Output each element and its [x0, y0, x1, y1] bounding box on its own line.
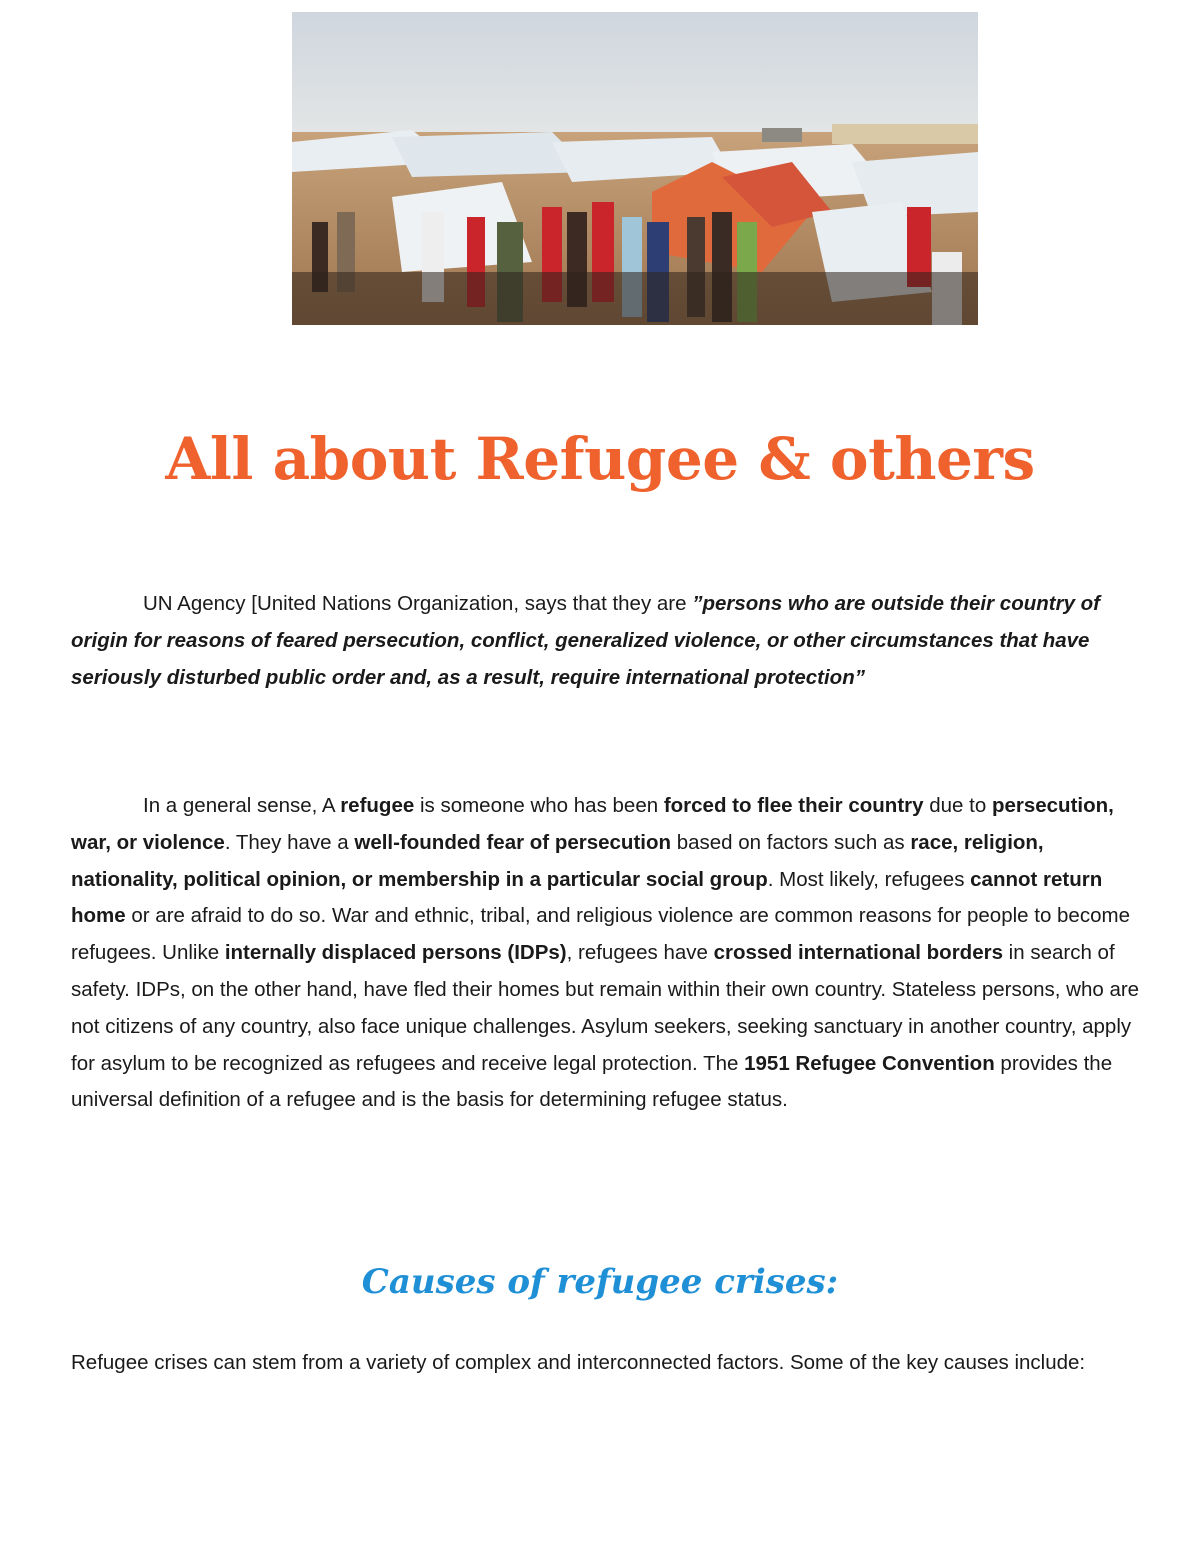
text-run: provides the universal definition of a refugee and is the basis for determining refugee status.	[71, 1051, 1113, 1112]
text-run: in search of safety. IDPs, on the other hand, have fled their homes but remain within their own country. Stateless persons, who are not citizens of any country, also face unique challenges. Asylum seekers, seeking sanctuary in another country, apply for asylum to be recognized as refugees and receive legal protection. The	[71, 941, 1140, 1075]
bold-term: cannot return home	[71, 867, 1103, 928]
refugee-camp-image	[292, 12, 978, 325]
bold-term: well-founded fear of persecution	[354, 830, 672, 854]
bold-term: internally displaced persons (IDPs)	[224, 941, 567, 965]
header-photo	[292, 12, 978, 325]
causes-intro-paragraph: Refugee crises can stem from a variety of complex and interconnected factors. Some of the key causes include:	[71, 1351, 1086, 1374]
bold-term: race, religion, nationality, political opinion, or membership in a particular social group	[71, 830, 1044, 891]
text-run: based on factors such as	[671, 830, 911, 854]
general-sense-paragraph	[71, 788, 1141, 1119]
text-run: . They have a	[224, 830, 355, 854]
text-run: , refugees have	[566, 941, 714, 965]
un-definition-paragraph	[71, 586, 1141, 696]
text-run: is someone who has been	[414, 794, 664, 817]
bold-term: refugee	[340, 794, 415, 817]
paragraph-text: UN Agency [United Nations Organization, says that they are	[143, 592, 693, 615]
bold-term: forced to flee their country	[663, 794, 924, 817]
bold-term: persecution, war, or violence	[71, 794, 1114, 854]
text-run: In a general sense, A	[143, 794, 341, 817]
bold-term: 1951 Refugee Convention	[744, 1051, 995, 1075]
causes-subheading: Causes of refugee crises:	[361, 1262, 839, 1302]
text-run: due to	[923, 794, 992, 817]
page-title: All about Refugee & others	[165, 425, 1035, 493]
un-definition-quote: ”persons who are outside their country of origin for reasons of feared persecution, conflict, generalized violence, or other circumstances that have seriously disturbed public order and, as a result, require international protection”	[71, 592, 1101, 689]
bold-term: crossed international borders	[713, 941, 1003, 965]
text-run: or are afraid to do so. War and ethnic, tribal, and religious violence are common reasons for people to become refugees. Unlike	[71, 904, 1130, 965]
text-run: . Most likely, refugees	[767, 867, 971, 891]
